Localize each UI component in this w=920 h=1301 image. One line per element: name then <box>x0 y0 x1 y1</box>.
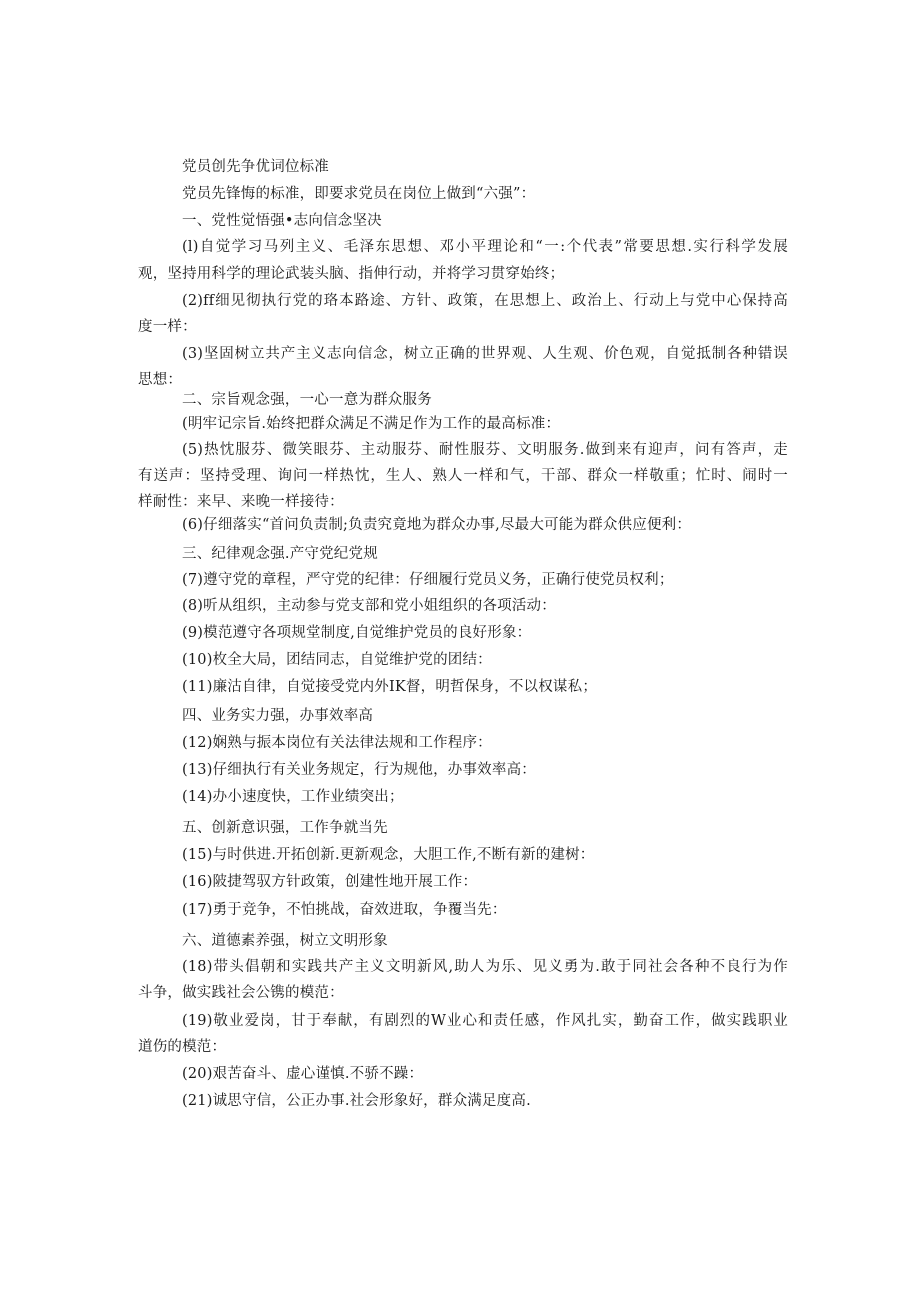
item-15-line-1: (15)与时供进.开拓创新.更新观念，大胆工作,不断有新的建树： <box>182 847 595 863</box>
intro-line: 党员先锋悔的标准，即要求党员在岗位上做到“六强”： <box>182 186 536 202</box>
section-heading-6: 六、道德素养强，树立文明形象 <box>182 933 388 949</box>
item-3-line-1: (3)坚固树立共产主义志向信念，树立正确的世界观、人生观、价色观，自觉抵制各种错误 <box>182 346 788 362</box>
item-2-line-1: (2)ff细见彻执行党的珞本路途、方针、政策，在思想上、政治上、行动上与党中心保持高 <box>182 293 788 309</box>
item-8-line-1: (8)听从组织，主动参与党支部和党小姐组织的各项活动： <box>182 598 556 614</box>
item-21-line-1: (21)诚思守信，公正办事.社会形象好，群众满足度高. <box>182 1093 531 1109</box>
section-heading-4: 四、业务实力强，办事效率高 <box>182 708 374 724</box>
item-20-line-1: (20)艰苦奋斗、虚心谨慎.不骄不躁： <box>182 1066 424 1082</box>
item-5-line-2: 有送声：坚持受理、询问一样热忱，生人、熟人一样和气，干部、群众一样敬重；忙时、闹时一 <box>138 468 788 484</box>
item-16-line-1: (16)陂捷驾驭方针政策，创建性地开展工作： <box>182 874 478 890</box>
item-1-line-1: (l)自觉学习马列主义、毛泽东思想、邓小平理论和“一:个代表”常要思想.实行科学发展 <box>182 239 788 255</box>
item-13-line-1: (13)仔细执行有关业务规定，行为规他，办事效率高： <box>182 762 536 778</box>
item-18-line-2: 斗争，做实践社会公镌的模范： <box>138 985 344 1001</box>
section-heading-2: 二、宗旨观念强，一心一意为群众服务 <box>182 392 432 408</box>
item-5-line-3: 样耐性：来早、来晚一样接待： <box>138 494 344 510</box>
item-9-line-1: (9)模范遵守各项规堂制度,自觉维护党员的良好形象： <box>182 625 532 641</box>
section-heading-3: 三、纪律观念强.产守党纪党规 <box>182 546 378 562</box>
item-3-line-2: 思想： <box>138 372 183 388</box>
item-2-line-2: 度一样： <box>138 319 197 335</box>
item-14-line-1: (14)办小速度快，工作业绩突出； <box>182 789 404 805</box>
item-12-line-1: (12)娴熟与振本岗位有关法律法规和工作程序： <box>182 735 492 751</box>
item-17-line-1: (17)勇于竞争，不怕挑战，奋效进取，争覆当先： <box>182 902 507 918</box>
document-title: 党员创先争优词位标准 <box>182 159 329 175</box>
section-heading-5: 五、创新意识强，工作争就当先 <box>182 820 388 836</box>
item-1-line-2: 观，坚持用科学的理论武装头脑、指伸行动，并将学习贯穿始终； <box>138 266 565 282</box>
item-4-line-1: (明牢记宗旨.始终把群众满足不满足作为工作的最高标准： <box>182 416 561 432</box>
item-19-line-2: 道伤的模范： <box>138 1039 227 1055</box>
item-7-line-1: (7)遵守党的章程，严守党的纪律：仔细履行党员义务，正确行使党员权利； <box>182 572 674 588</box>
section-heading-1: 一、党性觉悟强•志向信念坚决 <box>182 213 382 229</box>
item-6-line-1: (6)仔细落实“首问负责制;负责究竟地为群众办事,尽最大可能为群众供应便利： <box>182 517 692 533</box>
item-19-line-1: (19)敬业爱岗，甘于奉献，有剧烈的W业心和责任感，作风扎实，勤奋工作，做实践职业 <box>182 1013 788 1029</box>
item-18-line-1: (18)带头倡朝和实践共产主义文明新风,助人为乐、见义勇为.敢于同社会各种不良行为作 <box>182 959 788 975</box>
item-5-line-1: (5)热忱服芬、微笑眼芬、主动服芬、耐性服芬、文明服务.做到来有迎声，问有答声，走 <box>182 442 788 458</box>
item-10-line-1: (10)枚全大局，团结同志，自觉维护党的团结： <box>182 652 492 668</box>
item-11-line-1: (11)廉沽自律，自觉接受党内外IK督，明哲保身，不以权谋私； <box>182 679 598 695</box>
